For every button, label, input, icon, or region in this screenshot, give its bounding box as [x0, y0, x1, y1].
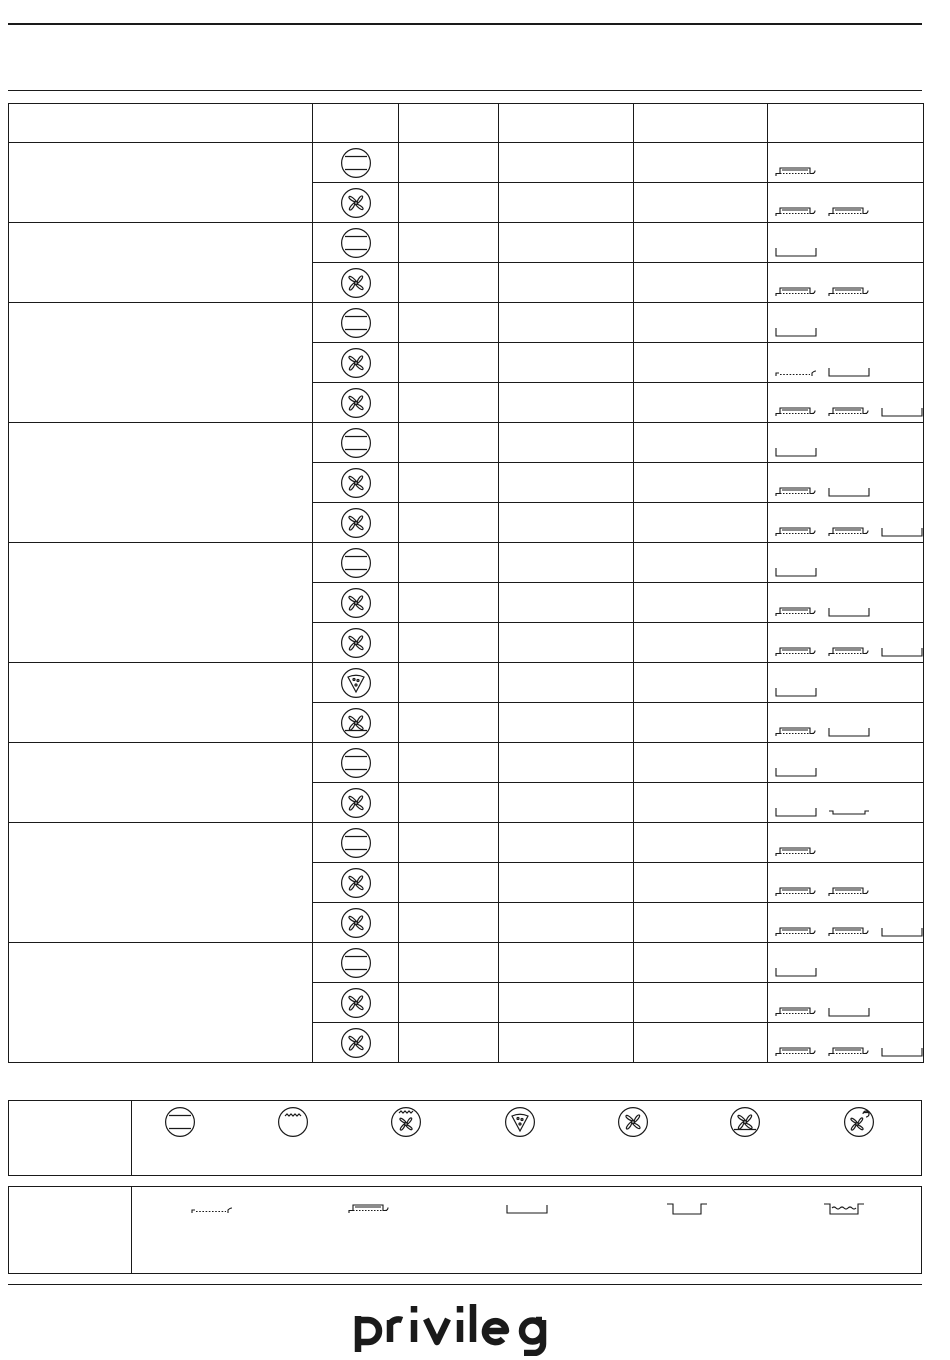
- pizza-function-icon: [340, 667, 372, 699]
- accessories-cell: [768, 863, 924, 903]
- function-cell: [313, 583, 399, 623]
- function-cell: [313, 423, 399, 463]
- table-row: [9, 143, 924, 183]
- function-cell: [313, 1023, 399, 1063]
- time-cell: [634, 983, 768, 1023]
- accessories-cell: [768, 143, 924, 183]
- time-cell: [634, 703, 768, 743]
- drip-tray-icon: [774, 564, 818, 578]
- recipe-cell: [9, 143, 313, 223]
- accessories-cell: [768, 503, 924, 543]
- wire-shelf-icon: [774, 364, 818, 378]
- recipe-cell: [9, 663, 313, 743]
- conventional-heat-icon: [340, 747, 372, 779]
- level-cell: [499, 783, 634, 823]
- recipe-cell: [9, 743, 313, 823]
- baking-tray-icon: [774, 484, 818, 498]
- fan-grill-icon: [390, 1106, 422, 1138]
- time-cell: [634, 783, 768, 823]
- fan-forced-icon: [340, 1027, 372, 1059]
- level-cell: [499, 263, 634, 303]
- conventional-heat-icon: [340, 947, 372, 979]
- time-cell: [634, 463, 768, 503]
- table-row: [9, 543, 924, 583]
- level-cell: [499, 383, 634, 423]
- time-cell: [634, 263, 768, 303]
- level-cell: [499, 1023, 634, 1063]
- recipe-cell: [9, 423, 313, 543]
- function-cell: [313, 343, 399, 383]
- function-cell: [313, 663, 399, 703]
- fan-forced-icon: [340, 387, 372, 419]
- level-cell: [499, 663, 634, 703]
- table-row: [9, 423, 924, 463]
- accessories-cell: [768, 783, 924, 823]
- level-cell: [499, 583, 634, 623]
- time-cell: [634, 823, 768, 863]
- fan-forced-icon: [617, 1106, 649, 1138]
- drip-tray-icon: [774, 244, 818, 258]
- preheat-cell: [399, 703, 499, 743]
- level-cell: [499, 303, 634, 343]
- time-cell: [634, 423, 768, 463]
- preheat-cell: [399, 383, 499, 423]
- accessories-cell: [768, 223, 924, 263]
- table-row: [9, 303, 924, 343]
- drip-tray-icon: [774, 684, 818, 698]
- header-cell-accessories: [768, 104, 924, 143]
- baking-tray-icon: [774, 204, 818, 218]
- preheat-cell: [399, 303, 499, 343]
- fan-forced-icon: [340, 507, 372, 539]
- function-cell: [313, 943, 399, 983]
- baking-tray-icon: [774, 404, 818, 418]
- level-cell: [499, 423, 634, 463]
- preheat-cell: [399, 223, 499, 263]
- time-cell: [634, 743, 768, 783]
- accessories-cell: [768, 263, 924, 303]
- table-row: [9, 943, 924, 983]
- conventional-heat-icon: [340, 307, 372, 339]
- time-cell: [634, 543, 768, 583]
- recipe-cell: [9, 223, 313, 303]
- function-cell: [313, 783, 399, 823]
- level-cell: [499, 623, 634, 663]
- time-cell: [634, 1023, 768, 1063]
- time-cell: [634, 943, 768, 983]
- time-cell: [634, 143, 768, 183]
- level-cell: [499, 543, 634, 583]
- level-cell: [499, 823, 634, 863]
- function-cell: [313, 143, 399, 183]
- drip-tray-icon: [827, 604, 871, 618]
- preheat-cell: [399, 863, 499, 903]
- functions-legend: [8, 1100, 922, 1176]
- functions-legend-label-cell: [9, 1101, 132, 1175]
- baking-tray-icon: [347, 1201, 391, 1215]
- table-row: [9, 663, 924, 703]
- function-cell: [313, 463, 399, 503]
- fan-forced-icon: [340, 187, 372, 219]
- function-cell: [313, 823, 399, 863]
- function-cell: [313, 983, 399, 1023]
- conventional-heat-icon: [340, 547, 372, 579]
- preheat-cell: [399, 1023, 499, 1063]
- brand-logo: [352, 1300, 578, 1356]
- preheat-cell: [399, 263, 499, 303]
- recipe-cell: [9, 823, 313, 943]
- recipe-cell: [9, 543, 313, 663]
- function-cell: [313, 383, 399, 423]
- conventional-heat-icon: [340, 227, 372, 259]
- time-cell: [634, 303, 768, 343]
- level-cell: [499, 223, 634, 263]
- accessories-cell: [768, 583, 924, 623]
- preheat-cell: [399, 423, 499, 463]
- function-cell: [313, 863, 399, 903]
- baking-tray-icon: [774, 1044, 818, 1058]
- grill-icon: [277, 1106, 309, 1138]
- preheat-cell: [399, 343, 499, 383]
- baking-tray-icon: [827, 404, 871, 418]
- level-cell: [499, 703, 634, 743]
- baking-tray-icon: [774, 524, 818, 538]
- baking-tray-icon: [774, 644, 818, 658]
- accessories-cell: [768, 823, 924, 863]
- header-rule: [8, 90, 922, 91]
- level-cell: [499, 983, 634, 1023]
- eco-fan-icon: [843, 1106, 875, 1138]
- baking-tray-icon: [774, 164, 818, 178]
- conventional-heat-icon: [164, 1106, 196, 1138]
- fan-forced-icon: [340, 467, 372, 499]
- function-cell: [313, 263, 399, 303]
- recipe-cell: [9, 303, 313, 423]
- accessories-legend: [8, 1186, 922, 1274]
- accessories-cell: [768, 663, 924, 703]
- accessories-cell: [768, 423, 924, 463]
- time-cell: [634, 503, 768, 543]
- accessories-cell: [768, 303, 924, 343]
- time-cell: [634, 623, 768, 663]
- level-cell: [499, 503, 634, 543]
- accessories-cell: [768, 343, 924, 383]
- preheat-cell: [399, 983, 499, 1023]
- preheat-cell: [399, 503, 499, 543]
- level-cell: [499, 943, 634, 983]
- time-cell: [634, 223, 768, 263]
- table-header-row: [9, 104, 924, 143]
- water-pan-icon: [822, 1201, 866, 1215]
- preheat-cell: [399, 543, 499, 583]
- level-cell: [499, 183, 634, 223]
- fan-forced-icon: [340, 907, 372, 939]
- time-cell: [634, 343, 768, 383]
- drip-tray-icon: [880, 644, 924, 658]
- function-cell: [313, 543, 399, 583]
- fan-bottom-heat-icon: [340, 707, 372, 739]
- level-cell: [499, 143, 634, 183]
- function-cell: [313, 903, 399, 943]
- top-rule: [8, 23, 922, 25]
- drip-tray-icon: [880, 1044, 924, 1058]
- fan-forced-icon: [340, 347, 372, 379]
- baking-tray-icon: [774, 1004, 818, 1018]
- preheat-cell: [399, 183, 499, 223]
- accessories-cell: [768, 983, 924, 1023]
- drip-tray-icon: [827, 484, 871, 498]
- accessories-cell: [768, 903, 924, 943]
- deep-pan-icon: [665, 1201, 709, 1215]
- baking-tray-icon: [827, 204, 871, 218]
- preheat-cell: [399, 623, 499, 663]
- footer-rule: [8, 1284, 922, 1285]
- wire-shelf-icon: [190, 1201, 234, 1215]
- function-cell: [313, 303, 399, 343]
- preheat-cell: [399, 823, 499, 863]
- function-cell: [313, 703, 399, 743]
- header-cell-time: [634, 104, 768, 143]
- drip-tray-icon: [774, 804, 818, 818]
- level-cell: [499, 903, 634, 943]
- accessories-cell: [768, 383, 924, 423]
- recipe-cell: [9, 943, 313, 1063]
- drip-tray-icon: [774, 764, 818, 778]
- drip-tray-icon: [880, 524, 924, 538]
- preheat-cell: [399, 583, 499, 623]
- accessories-cell: [768, 743, 924, 783]
- baking-tray-icon: [774, 724, 818, 738]
- time-cell: [634, 383, 768, 423]
- time-cell: [634, 583, 768, 623]
- baking-tray-icon: [827, 1044, 871, 1058]
- baking-tray-icon: [774, 844, 818, 858]
- time-cell: [634, 863, 768, 903]
- drip-tray-icon: [774, 324, 818, 338]
- baking-tray-icon: [774, 604, 818, 618]
- preheat-cell: [399, 143, 499, 183]
- time-cell: [634, 903, 768, 943]
- drip-tray-icon: [880, 404, 924, 418]
- fan-forced-icon: [340, 627, 372, 659]
- drip-tray-icon: [827, 364, 871, 378]
- table-row: [9, 223, 924, 263]
- conventional-heat-icon: [340, 427, 372, 459]
- accessories-cell: [768, 943, 924, 983]
- function-cell: [313, 743, 399, 783]
- accessories-cell: [768, 703, 924, 743]
- accessories-cell: [768, 543, 924, 583]
- accessories-cell: [768, 623, 924, 663]
- accessories-cell: [768, 1023, 924, 1063]
- drip-tray-icon: [774, 964, 818, 978]
- level-cell: [499, 863, 634, 903]
- baking-tray-icon: [827, 284, 871, 298]
- fan-bottom-heat-icon: [729, 1106, 761, 1138]
- baking-tray-icon: [827, 884, 871, 898]
- fan-forced-icon: [340, 867, 372, 899]
- baking-tray-icon: [774, 284, 818, 298]
- drip-tray-icon: [505, 1201, 549, 1215]
- pizza-function-icon: [504, 1106, 536, 1138]
- function-cell: [313, 623, 399, 663]
- function-cell: [313, 183, 399, 223]
- accessories-cell: [768, 463, 924, 503]
- table-row: [9, 823, 924, 863]
- shallow-tray-icon: [827, 804, 871, 818]
- level-cell: [499, 463, 634, 503]
- baking-tray-icon: [827, 924, 871, 938]
- table-row: [9, 743, 924, 783]
- preheat-cell: [399, 943, 499, 983]
- fan-forced-icon: [340, 987, 372, 1019]
- cooking-table: [8, 103, 924, 1063]
- time-cell: [634, 663, 768, 703]
- preheat-cell: [399, 663, 499, 703]
- conventional-heat-icon: [340, 827, 372, 859]
- baking-tray-icon: [774, 924, 818, 938]
- preheat-cell: [399, 783, 499, 823]
- conventional-heat-icon: [340, 147, 372, 179]
- baking-tray-icon: [827, 644, 871, 658]
- fan-forced-icon: [340, 267, 372, 299]
- preheat-cell: [399, 463, 499, 503]
- function-cell: [313, 503, 399, 543]
- drip-tray-icon: [774, 444, 818, 458]
- fan-forced-icon: [340, 587, 372, 619]
- accessories-legend-label-cell: [9, 1187, 132, 1273]
- level-cell: [499, 743, 634, 783]
- header-cell-preheat: [399, 104, 499, 143]
- drip-tray-icon: [827, 1004, 871, 1018]
- preheat-cell: [399, 743, 499, 783]
- header-cell-recipe: [9, 104, 313, 143]
- drip-tray-icon: [827, 724, 871, 738]
- function-cell: [313, 223, 399, 263]
- baking-tray-icon: [827, 524, 871, 538]
- preheat-cell: [399, 903, 499, 943]
- level-cell: [499, 343, 634, 383]
- fan-forced-icon: [340, 787, 372, 819]
- time-cell: [634, 183, 768, 223]
- baking-tray-icon: [774, 884, 818, 898]
- header-cell-level: [499, 104, 634, 143]
- drip-tray-icon: [880, 924, 924, 938]
- header-cell-function: [313, 104, 399, 143]
- accessories-cell: [768, 183, 924, 223]
